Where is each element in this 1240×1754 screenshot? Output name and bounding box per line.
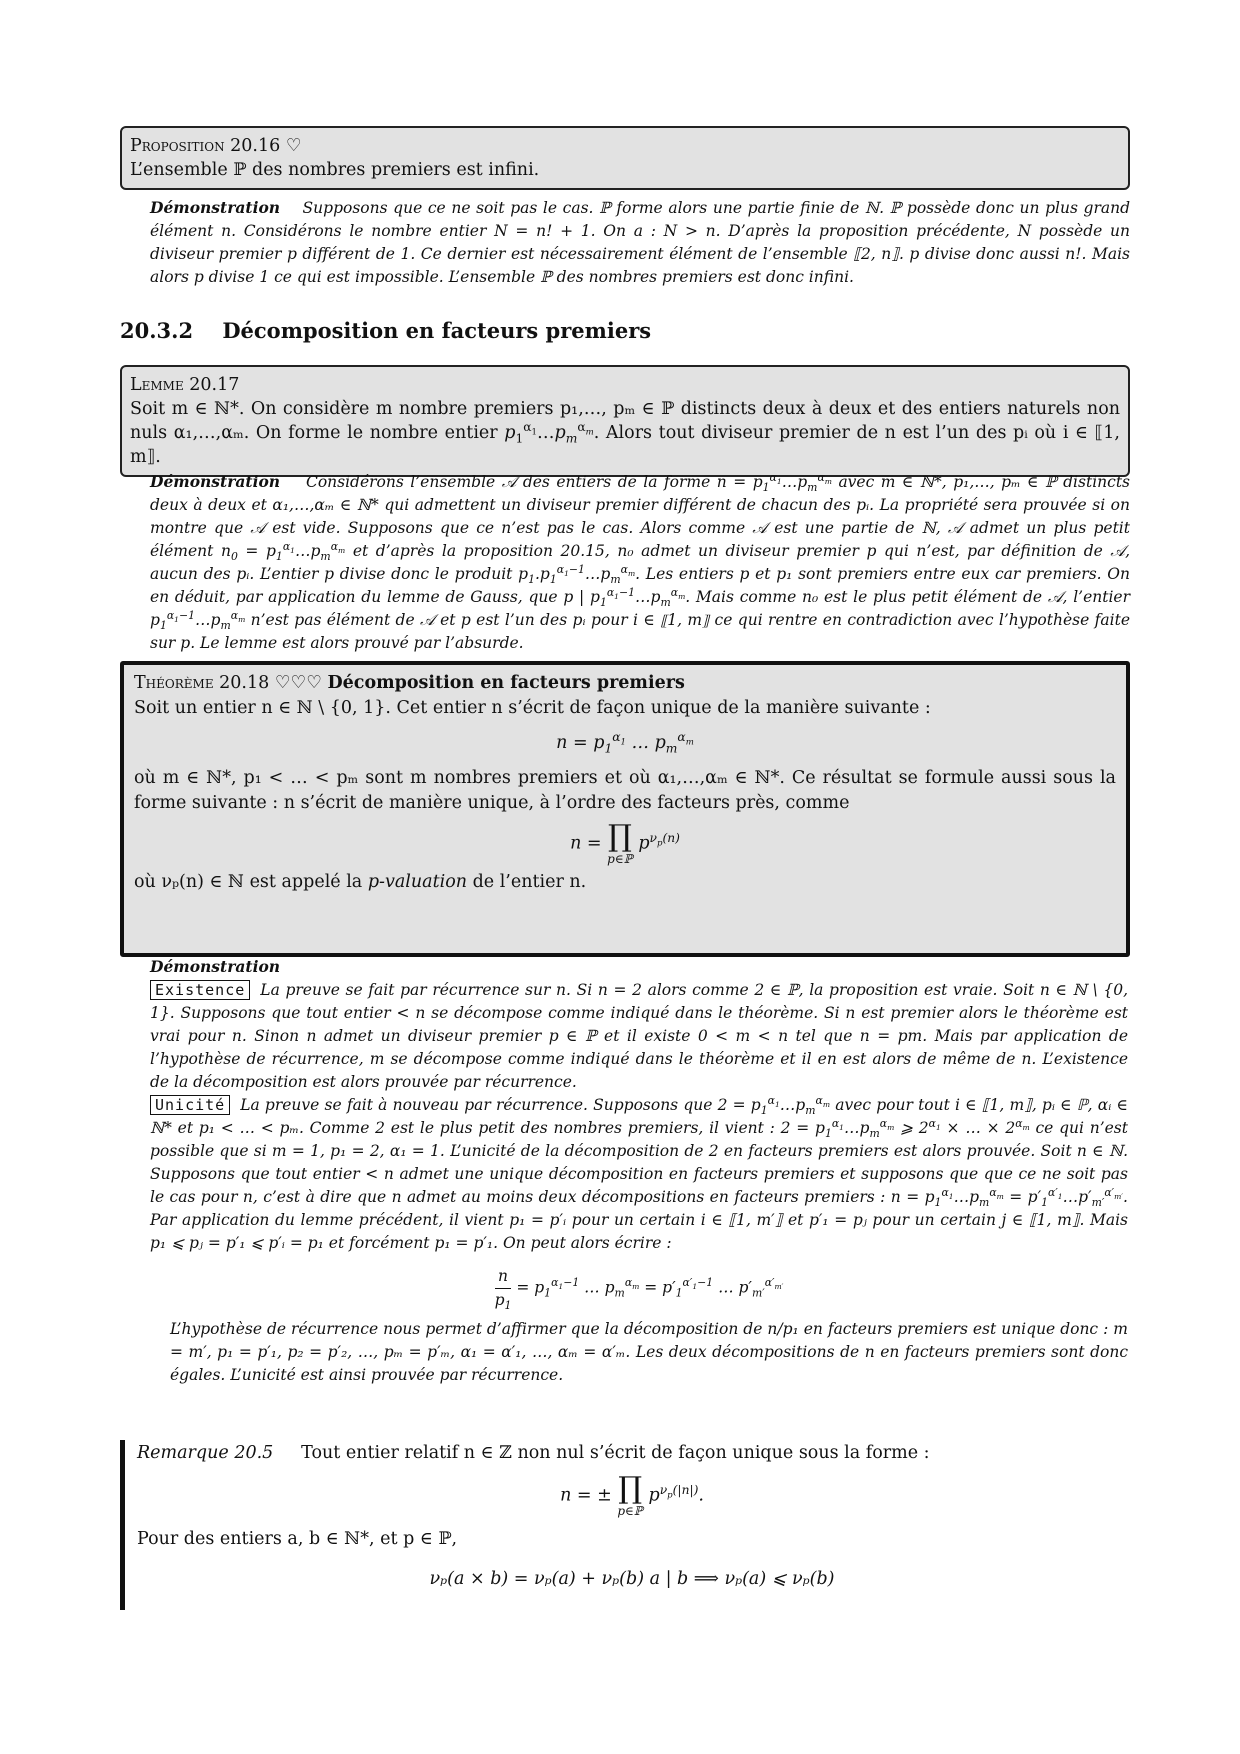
section-title: Décomposition en facteurs premiers bbox=[222, 318, 652, 343]
proof-proposition bbox=[120, 196, 1130, 289]
unicity-text-1: La preuve se fait à nouveau par récurrence. Supposons que 2 = bbox=[240, 1096, 746, 1114]
remark-text-1: Tout entier relatif n ∈ ℤ non nul s’écrit de façon unique sous la forme : bbox=[301, 1443, 930, 1463]
proof-label: Démonstration bbox=[150, 472, 281, 491]
proof-text: Supposons que ce ne soit pas le cas. ℙ forme alors une partie finie de ℕ. ℙ possède donc un plus grand élément n. Considérons le nombre entier N = n! + 1. On a : N > n. D’après la proposition précédente, N possède un diviseur premier p différent de 1. Ce dernier est nécessairement élément de l’ensemble ⟦2, n⟧. p divise donc aussi n!. Mais alors p divise 1 ce qui est impossible. L’ensemble ℙ des nombres premiers est donc infini. bbox=[150, 199, 1130, 286]
unicity-equation: $\frac{n}{p_1}$ = $p_1^{\alpha_1-1}$ … $p_m^{\alpha_m} = p'_1^{\alpha'_1-1}$ … $p'_{m'}^{\alpha'_{m'}}$ bbox=[494, 1267, 784, 1313]
proof-lemma-p3: et d’après la proposition 20.15, n₀ admet un diviseur premier p qui n’est, par définition de 𝒜, aucun des pᵢ. L’entier p divise donc le produit bbox=[150, 542, 1131, 583]
theorem-intro: Soit un entier n ∈ ℕ \ {0, 1}. Cet entier n s’écrit de façon unique de la manière suivante : bbox=[134, 698, 931, 718]
theorem-footer-em: p-valuation bbox=[367, 872, 468, 892]
theorem-footer-b: de l’entier n. bbox=[472, 872, 587, 892]
remark-equation-1: n = ± ∏ p∈ℙ $p^{\nu_p(|n|)}$. bbox=[560, 1471, 704, 1518]
lemma-text-part1: Soit m ∈ ℕ*. On considère m nombre premiers p₁,…, pₘ ∈ ℙ distincts deux à deux et des entiers naturels non nuls α₁,…,αₘ. On forme le nombre entier bbox=[130, 399, 1120, 443]
remark-text-2: Pour des entiers a, b ∈ ℕ*, et p ∈ ℙ, bbox=[137, 1529, 458, 1549]
theorem-equation-1: $n = p_1^{\alpha_1}$ … $p_m^{\alpha_m}$ bbox=[556, 730, 694, 756]
unicity-tag: Unicité bbox=[150, 1095, 230, 1115]
remark-title: Remarque 20.5 bbox=[137, 1443, 274, 1463]
proof-lemma-p2: avec m ∈ ℕ*, p₁,…, pₘ ∈ ℙ distincts deux à deux et α₁,…,αₘ ∈ ℕ* qui admettent un diviseur premier différent de chacun des pᵢ. La propriété sera prouvée si on montre que 𝒜 est vide. Supposons que ce n’est pas le cas. Alors comme 𝒜 est une partie de ℕ, 𝒜 admet un plus petit élément bbox=[150, 473, 1131, 560]
proof-lemma-p5: . Mais comme n₀ est le plus petit élément de 𝒜, l’entier bbox=[685, 588, 1130, 606]
proof-lemma-p1: Considérons l’ensemble 𝒜 des entiers de la forme n = bbox=[305, 473, 747, 491]
proposition-box bbox=[120, 126, 1130, 190]
hearts-icon: ♡ bbox=[285, 136, 302, 156]
theorem-title: Théorème 20.18 bbox=[134, 673, 270, 693]
existence-paragraph bbox=[120, 979, 1128, 1094]
proof-label: Démonstration bbox=[150, 957, 281, 976]
proof-lemma-p4: . Les entiers p et p₁ sont premiers entre eux car premiers. On en déduit, par application du lemme de Gauss, que bbox=[150, 565, 1130, 606]
unicity-text-2: avec pour tout i ∈ ⟦1, m⟧, pᵢ ∈ ℙ, αᵢ ∈ ℕ* et p₁ < … < pₘ. Comme 2 est le plus petit des nombres premiers, il vient : 2 = bbox=[150, 1096, 1128, 1137]
lemma-box bbox=[120, 365, 1130, 477]
existence-tag: Existence bbox=[150, 980, 250, 1000]
hearts-icon: ♡♡♡ bbox=[274, 673, 322, 693]
unicity-paragraph: Unicité La preuve se fait à nouveau par récurrence. Supposons que $2 = p_1^{\alpha_1}\dots p_m^{\alpha_m}$ avec pour tout i ∈ ⟦1, m⟧, pᵢ ∈ ℙ, αᵢ ∈ ℕ* et p₁ < … < pₘ. Comme 2 est le plus petit des nombres premiers, il vient : $2 = p_1^{\alpha_1}\dots p_m^{\alpha_m}$ ⩾ $2^{\alpha_1}$ × … × $2^{\alpha_m}$ ce qui n’est possible que si m = 1, p₁ = 2, α₁ = 1. L’unicité de la décomposition de 2 en facteurs premiers est alors prouvée. Soit n ∈ ℕ. Supposons que tout entier < n admet une unique décomposition en facteurs premiers et supposons que que ce ne soit pas le cas pour n, c’est à dire que n admet au moins deux décompositions en facteurs premiers : $n = p_1^{\alpha_1}\dots p_m^{\alpha_m}$ = $p'_1^{\alpha'_1}\dots p'_{m'}^{\alpha'_{m'}}$. Par application du lemme précédent, il vient p₁ = p′ᵢ pour un certain i ∈ ⟦1, m′⟧ et p′₁ = pⱼ pour un certain j ∈ ⟦1, m⟧. Mais p₁ ⩽ pⱼ = p′₁ ⩽ p′ᵢ = p₁ et forcément p₁ = p′₁. On peut alors écrire : $\frac{n}{p_1}$ = $p_1^{\alpha_1-1}$ … $p_m^{\alpha_m} = p'_1^{\alpha'_1-1}$ … $p'_{m'}^{\alpha'_{m'}}$ L’hypothèse de récurrence nous permet d’affirmer que la décomposition de n/p₁ en facteurs premiers est unique donc : m = m′, p₁ = p′₁, p₂ = p′₂, …, pₘ = p′ₘ, α₁ = α′₁, …, αₘ = α′ₘ. Les deux décompositions de n en facteurs premiers sont donc égales. L’unicité est ainsi prouvée par récurrence. bbox=[120, 1094, 1128, 1387]
lemma-title: Lemme 20.17 bbox=[130, 375, 240, 395]
product-subscript: p∈ℙ bbox=[617, 1504, 643, 1518]
proposition-text: L’ensemble ℙ des nombres premiers est infini. bbox=[130, 160, 540, 180]
remark-block bbox=[120, 1440, 1127, 1610]
proof-lemma-p6: n’est pas élément de 𝒜 et p est l’un des pᵢ pour i ∈ ⟦1, m⟧ ce qui rentre en contradiction avec l’hypothèse faite sur p. Le lemme est alors prouvé par l’absurde. bbox=[150, 611, 1130, 652]
unicity-conclusion: L’hypothèse de récurrence nous permet d’affirmer que la décomposition de n/p₁ en facteurs premiers est unique donc : m = m′, p₁ = p′₁, p₂ = p′₂, …, pₘ = p′ₘ, α₁ = α′₁, …, αₘ = α′ₘ. Les deux décompositions de n en facteurs premiers sont donc égales. L’unicité est ainsi prouvée par récurrence. bbox=[170, 1320, 1128, 1384]
theorem-equation-2: n = ∏ p∈ℙ $p^{\nu_p(n)}$ bbox=[570, 819, 680, 866]
proof-lemma: Démonstration Considérons l’ensemble 𝒜 des entiers de la forme $n = p_1^{\alpha_1}\dots p_m^{\alpha_m}$ avec m ∈ ℕ*, p₁,…, pₘ ∈ ℙ distincts deux à deux et α₁,…,αₘ ∈ ℕ* qui admettent un diviseur premier différent de chacun des pᵢ. La propriété sera prouvée si on montre que 𝒜 est vide. Supposons que ce n’est pas le cas. Alors comme 𝒜 est une partie de ℕ, 𝒜 admet un plus petit élément $n_0$ = $p_1^{\alpha_1}\dots p_m^{\alpha_m}$ et d’après la proposition 20.15, n₀ admet un diviseur premier p qui n’est, par définition de 𝒜, aucun des pᵢ. L’entier p divise donc le produit $p_1.p_1^{\alpha_1-1}\dots p_m^{\alpha_m}$. Les entiers p et p₁ sont premiers entre eux car premiers. On en déduit, par application du lemme de Gauss, que p | $p_1^{\alpha_1-1}\dots p_m^{\alpha_m}$. Mais comme n₀ est le plus petit élément de 𝒜, l’entier $p_1^{\alpha_1-1}\dots p_m^{\alpha_m}$ n’est pas élément de 𝒜 et p est l’un des pᵢ pour i ∈ ⟦1, m⟧ ce qui rentre en contradiction avec l’hypothèse faite sur p. Le lemme est alors prouvé par l’absurde. bbox=[150, 470, 1131, 652]
lemma-text-part2: . Alors tout diviseur premier de n est l’un des pᵢ où i ∈ ⟦1, m⟧. bbox=[130, 423, 1120, 467]
unicity-text-4: . Par application du lemme précédent, il vient p₁ = p′ᵢ pour un certain i ∈ ⟦1, m′⟧ et p′₁ = pⱼ pour un certain j ∈ ⟦1, m⟧. Mais p₁ ⩽ pⱼ = p′₁ ⩽ p′ᵢ = p₁ et forcément p₁ = p′₁. On peut alors écrire : bbox=[150, 1188, 1128, 1252]
section-number: 20.3.2 bbox=[120, 318, 194, 343]
lemma-text: Soit m ∈ ℕ*. On considère m nombre premiers p₁,…, pₘ ∈ ℙ distincts deux à deux et des entiers naturels non nuls α₁,…,αₘ. On forme le nombre entier $p_1^{\alpha_1}\dots p_m^{\alpha_m}$. Alors tout diviseur premier de n est l’un des pᵢ où i ∈ ⟦1, m⟧. bbox=[130, 399, 1120, 467]
existence-text: La preuve se fait par récurrence sur n. Si n = 2 alors comme 2 ∈ ℙ, la proposition est vraie. Soit n ∈ ℕ \ {0, 1}. Supposons que tout entier < n se décompose comme indiqué dans le théorème. Si n est premier alors le théorème est vrai pour n. Sinon n admet un diviseur premier p ∈ ℙ et il existe 0 < m < n tel que n = pm. Mais par application de l’hypothèse de récurrence, m se décompose comme indiqué dans le théorème et il en est alors de même de n. L’existence de la décomposition est alors prouvée par récurrence. bbox=[150, 981, 1128, 1091]
theorem-body: où m ∈ ℕ*, p₁ < … < pₘ sont m nombres premiers et où α₁,…,αₘ ∈ ℕ*. Ce résultat se formule aussi sous la forme suivante : n s’écrit de manière unique, à l’ordre des facteurs près, comme bbox=[134, 768, 1116, 813]
remark-equation-2: νₚ(a × b) = νₚ(a) + νₚ(b) a | b ⟹ νₚ(a) ⩽ νₚ(b) bbox=[429, 1569, 835, 1589]
theorem-footer bbox=[134, 870, 1116, 895]
theorem-box bbox=[120, 661, 1130, 957]
theorem-name: Décomposition en facteurs premiers bbox=[327, 673, 685, 693]
theorem-footer-a: où νₚ(n) ∈ ℕ est appelé la bbox=[134, 872, 363, 892]
proof-label: Démonstration bbox=[150, 198, 281, 217]
proof-theorem bbox=[120, 955, 1128, 1387]
section-heading bbox=[120, 318, 651, 343]
unicity-text-3: ce qui n’est possible que si m = 1, p₁ = 2, α₁ = 1. L’unicité de la décomposition de 2 en facteurs premiers est alors prouvée. Soit n ∈ ℕ. Supposons que tout entier < n admet une unique décomposition en facteurs premiers et supposons que que ce ne soit pas le cas pour n, c’est à dire que n admet au moins deux décompositions en facteurs premiers : n = bbox=[150, 1119, 1128, 1206]
proposition-title: Proposition 20.16 bbox=[130, 136, 281, 156]
product-subscript: p∈ℙ bbox=[607, 852, 633, 866]
